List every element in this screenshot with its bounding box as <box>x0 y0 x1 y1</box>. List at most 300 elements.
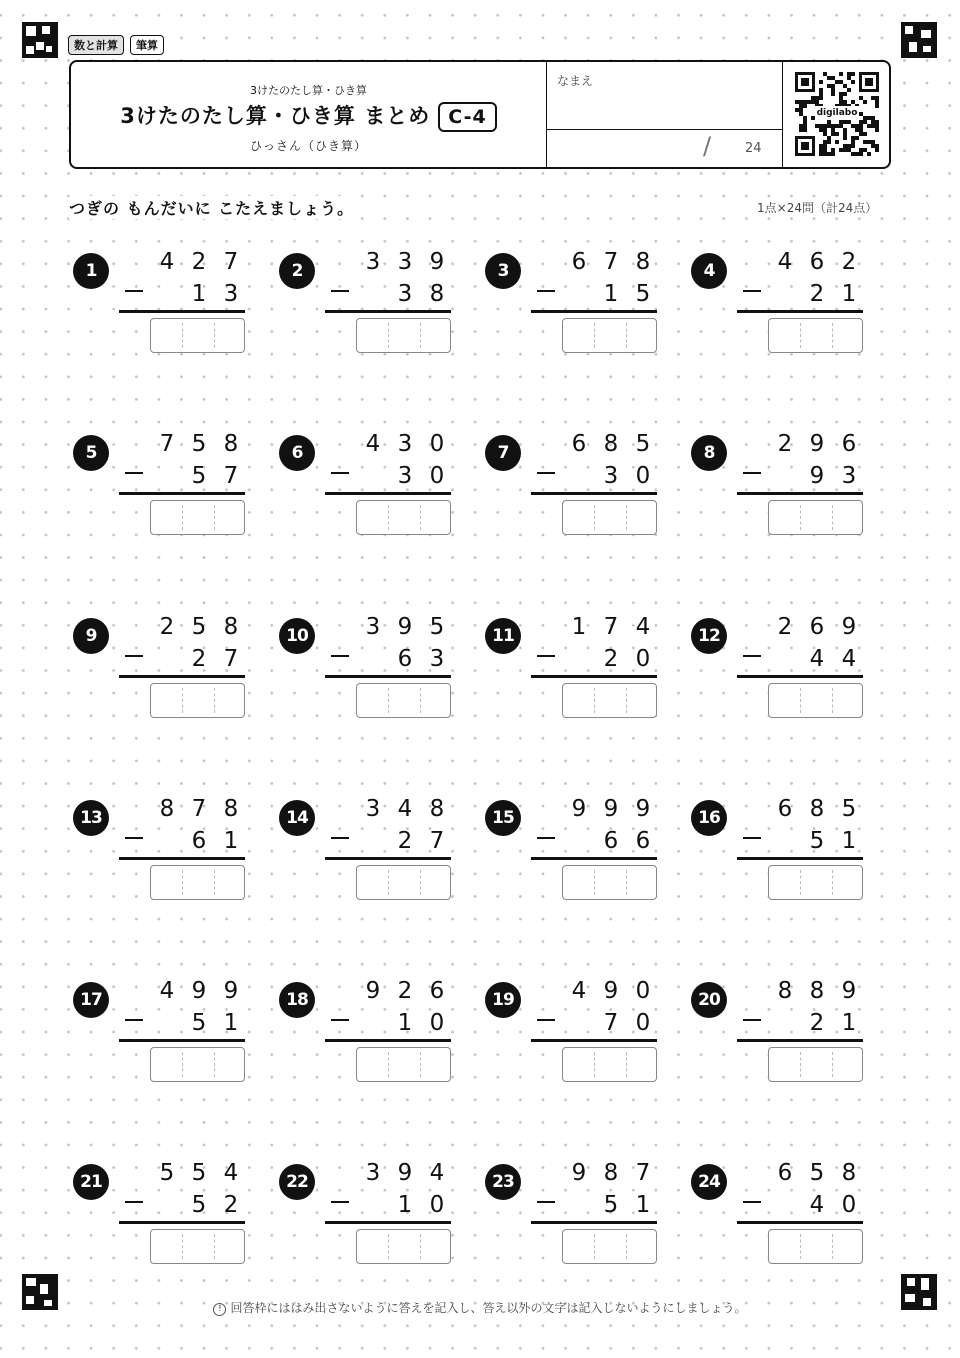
qr-module <box>799 124 803 128</box>
sum-line <box>531 1039 657 1042</box>
qr-module <box>867 140 871 144</box>
qr-module <box>851 80 855 84</box>
qr-module <box>801 78 809 86</box>
qr-module <box>815 124 819 128</box>
digit-divider <box>800 870 801 895</box>
name-field[interactable] <box>546 62 782 130</box>
answer-box[interactable] <box>768 683 863 718</box>
qr-module <box>823 124 827 128</box>
minuend-digit: 4 <box>365 431 381 457</box>
qr-module <box>865 78 873 86</box>
minuend-digit: 7 <box>159 431 175 457</box>
sum-line <box>119 857 245 860</box>
qr-module <box>831 148 835 152</box>
digit-divider <box>388 505 389 530</box>
qr-area <box>782 62 889 167</box>
answer-box[interactable] <box>150 500 245 535</box>
qr-module <box>827 124 831 128</box>
qr-module <box>843 120 847 124</box>
minuend-digit: 5 <box>191 1160 207 1186</box>
qr-module <box>799 100 803 104</box>
minus-sign <box>537 472 555 474</box>
qr-module <box>831 124 835 128</box>
minus-sign <box>125 1201 143 1203</box>
subtrahend-digit: 1 <box>841 1010 857 1036</box>
problem-8 <box>691 431 891 565</box>
minuend-digit: 9 <box>223 978 239 1004</box>
qr-module <box>863 132 867 136</box>
marker-cell <box>46 46 52 52</box>
marker-cell <box>40 1284 48 1294</box>
minus-sign <box>125 472 143 474</box>
minuend-digit: 9 <box>429 249 445 275</box>
subtrahend-digit: 1 <box>841 828 857 854</box>
qr-module <box>851 140 855 144</box>
digit-divider <box>214 323 215 348</box>
minuend-digit: 4 <box>429 1160 445 1186</box>
qr-module <box>823 152 827 156</box>
answer-box[interactable] <box>150 1229 245 1264</box>
qr-module <box>863 100 867 104</box>
problem-10 <box>279 614 479 748</box>
marker-cell <box>36 42 44 50</box>
qr-module <box>843 148 847 152</box>
qr-module <box>851 72 855 76</box>
problem-18 <box>279 978 479 1112</box>
minuend-digit: 9 <box>571 1160 587 1186</box>
qr-module <box>847 144 851 148</box>
problem-number-badge: 1 <box>73 253 109 289</box>
subtrahend-digit: 6 <box>191 828 207 854</box>
minuend-digit: 9 <box>191 978 207 1004</box>
digit-divider <box>420 323 421 348</box>
qr-module <box>863 116 867 120</box>
qr-module <box>851 152 855 156</box>
minuend-digit: 5 <box>191 614 207 640</box>
problem-16 <box>691 796 891 930</box>
qr-module <box>801 142 809 150</box>
qr-module <box>859 96 863 100</box>
minuend-digit: 4 <box>223 1160 239 1186</box>
minuend-digit: 7 <box>603 249 619 275</box>
qr-module <box>839 148 843 152</box>
sum-line <box>531 857 657 860</box>
qr-module <box>819 96 823 100</box>
minuend-digit: 8 <box>429 796 445 822</box>
minuend-digit: 4 <box>159 978 175 1004</box>
minus-sign <box>743 1201 761 1203</box>
name-label: なまえ <box>557 74 594 88</box>
qr-module <box>855 136 859 140</box>
subtrahend-digit: 0 <box>429 1192 445 1218</box>
problem-number-badge: 9 <box>73 618 109 654</box>
corner-marker-top-left <box>22 22 58 58</box>
subtrahend-digit: 3 <box>841 463 857 489</box>
answer-box[interactable] <box>562 500 657 535</box>
qr-module <box>863 148 867 152</box>
qr-module <box>875 96 879 100</box>
minus-sign <box>743 472 761 474</box>
answer-box[interactable] <box>356 1047 451 1082</box>
digit-divider <box>388 870 389 895</box>
minuend-digit: 5 <box>159 1160 175 1186</box>
qr-module <box>851 136 855 140</box>
qr-module <box>859 148 863 152</box>
worksheet-title <box>71 100 546 132</box>
marker-cell <box>905 26 913 34</box>
answer-box[interactable] <box>768 318 863 353</box>
minus-sign <box>331 290 349 292</box>
problem-19 <box>485 978 685 1112</box>
qr-module <box>863 140 867 144</box>
sum-line <box>119 1221 245 1224</box>
minuend-digit: 6 <box>777 796 793 822</box>
qr-module <box>871 116 875 120</box>
problem-13 <box>73 796 273 930</box>
digit-divider <box>626 323 627 348</box>
qr-module <box>847 88 851 92</box>
qr-module <box>811 116 815 120</box>
subtrahend-digit: 0 <box>635 646 651 672</box>
digit-divider <box>800 688 801 713</box>
sum-line <box>531 1221 657 1224</box>
minuend-digit: 9 <box>397 614 413 640</box>
problem-24 <box>691 1160 891 1294</box>
qr-module <box>851 124 855 128</box>
subtrahend-digit: 4 <box>809 646 825 672</box>
qr-module <box>799 112 803 116</box>
qr-label: digilabo <box>816 108 858 118</box>
qr-module <box>803 120 807 124</box>
minuend-digit: 4 <box>397 796 413 822</box>
minuend-digit: 9 <box>841 614 857 640</box>
problem-number-badge: 22 <box>279 1164 315 1200</box>
qr-module <box>875 128 879 132</box>
minus-sign <box>331 837 349 839</box>
minuend-digit: 6 <box>809 249 825 275</box>
subtrahend-digit: 1 <box>223 1010 239 1036</box>
sum-line <box>737 1221 863 1224</box>
subtrahend-digit: 0 <box>635 1010 651 1036</box>
minuend-digit: 5 <box>841 796 857 822</box>
minus-sign <box>331 472 349 474</box>
qr-module <box>875 144 879 148</box>
digit-divider <box>388 688 389 713</box>
qr-module <box>855 128 859 132</box>
subtrahend-digit: 7 <box>223 463 239 489</box>
digit-divider <box>420 505 421 530</box>
sum-line <box>737 857 863 860</box>
score-slash: / <box>703 132 712 160</box>
answer-box[interactable] <box>768 1229 863 1264</box>
qr-module <box>819 152 823 156</box>
sum-line <box>325 857 451 860</box>
minuend-digit: 8 <box>635 249 651 275</box>
answer-box[interactable] <box>356 318 451 353</box>
qr-module <box>831 88 835 92</box>
minus-sign <box>537 837 555 839</box>
answer-box[interactable] <box>768 865 863 900</box>
sum-line <box>531 675 657 678</box>
qr-module <box>799 128 803 132</box>
minus-sign <box>125 655 143 657</box>
problem-number-badge: 17 <box>73 982 109 1018</box>
digit-divider <box>594 323 595 348</box>
problem-number-badge: 24 <box>691 1164 727 1200</box>
marker-cell <box>909 42 917 52</box>
digit-divider <box>594 688 595 713</box>
answer-box[interactable] <box>562 1047 657 1082</box>
subtrahend-digit: 5 <box>809 828 825 854</box>
qr-module <box>795 100 799 104</box>
sum-line <box>737 310 863 313</box>
qr-module <box>795 108 799 112</box>
qr-module <box>863 120 867 124</box>
qr-module <box>819 88 823 92</box>
subtrahend-digit: 3 <box>603 463 619 489</box>
qr-module <box>835 80 839 84</box>
problem-20 <box>691 978 891 1112</box>
digit-divider <box>214 1052 215 1077</box>
subtrahend-digit: 5 <box>635 281 651 307</box>
qr-module <box>803 116 807 120</box>
qr-module <box>827 136 831 140</box>
digit-divider <box>420 1234 421 1259</box>
marker-cell <box>26 26 36 36</box>
qr-module <box>843 144 847 148</box>
minuend-digit: 8 <box>809 796 825 822</box>
worksheet-subtitle-2: ひっさん（ひき算） <box>249 139 367 153</box>
digit-divider <box>182 323 183 348</box>
problem-number-badge: 4 <box>691 253 727 289</box>
answer-box[interactable] <box>562 318 657 353</box>
subtrahend-digit: 7 <box>429 828 445 854</box>
qr-module <box>847 72 851 76</box>
subtrahend-digit: 1 <box>397 1192 413 1218</box>
problem-4 <box>691 249 891 383</box>
qr-module <box>827 76 831 80</box>
qr-module <box>823 72 827 76</box>
qr-module <box>819 124 823 128</box>
minuend-digit: 9 <box>365 978 381 1004</box>
problem-number-badge: 16 <box>691 800 727 836</box>
answer-box[interactable] <box>356 865 451 900</box>
qr-module <box>819 144 823 148</box>
subtrahend-digit: 6 <box>397 646 413 672</box>
minuend-digit: 8 <box>603 1160 619 1186</box>
qr-module <box>807 100 811 104</box>
digit-divider <box>594 1234 595 1259</box>
qr-code-icon <box>795 72 879 156</box>
qr-module <box>847 120 851 124</box>
minus-sign <box>125 1019 143 1021</box>
subtrahend-digit: 1 <box>191 281 207 307</box>
minus-sign <box>537 290 555 292</box>
corner-marker-top-right <box>901 22 937 58</box>
minuend-digit: 4 <box>159 249 175 275</box>
qr-module <box>815 96 819 100</box>
digit-divider <box>182 870 183 895</box>
marker-cell <box>921 1278 929 1290</box>
subtrahend-digit: 9 <box>809 463 825 489</box>
minuend-digit: 2 <box>191 249 207 275</box>
digit-divider <box>800 1052 801 1077</box>
digit-divider <box>800 505 801 530</box>
answer-box[interactable] <box>356 500 451 535</box>
sum-line <box>325 492 451 495</box>
subtrahend-digit: 0 <box>429 463 445 489</box>
minuend-digit: 3 <box>365 1160 381 1186</box>
qr-module <box>823 128 827 132</box>
answer-box[interactable] <box>356 683 451 718</box>
minuend-digit: 6 <box>429 978 445 1004</box>
digit-divider <box>832 1234 833 1259</box>
problem-number-badge: 10 <box>279 618 315 654</box>
minuend-digit: 0 <box>635 978 651 1004</box>
qr-module <box>839 80 843 84</box>
minuend-digit: 5 <box>635 431 651 457</box>
subtrahend-digit: 3 <box>397 281 413 307</box>
answer-box[interactable] <box>150 318 245 353</box>
minuend-digit: 0 <box>429 431 445 457</box>
answer-box[interactable] <box>150 865 245 900</box>
title-area <box>71 62 546 167</box>
score-field[interactable] <box>546 130 782 167</box>
minuend-digit: 5 <box>809 1160 825 1186</box>
answer-box[interactable] <box>356 1229 451 1264</box>
marker-cell <box>42 26 50 34</box>
digit-divider <box>832 688 833 713</box>
minus-sign <box>331 655 349 657</box>
minuend-digit: 6 <box>809 614 825 640</box>
answer-box[interactable] <box>150 1047 245 1082</box>
minuend-digit: 3 <box>365 796 381 822</box>
marker-cell <box>907 1278 915 1286</box>
marker-cell <box>921 30 931 38</box>
subtrahend-digit: 2 <box>223 1192 239 1218</box>
qr-module <box>811 96 815 100</box>
digit-divider <box>214 870 215 895</box>
answer-box[interactable] <box>768 1047 863 1082</box>
subtrahend-digit: 5 <box>191 1192 207 1218</box>
qr-module <box>815 100 819 104</box>
digit-divider <box>594 870 595 895</box>
minuend-digit: 6 <box>571 249 587 275</box>
qr-module <box>859 152 863 156</box>
qr-module <box>827 84 831 88</box>
qr-module <box>823 132 827 136</box>
answer-box[interactable] <box>768 500 863 535</box>
problem-number-badge: 7 <box>485 435 521 471</box>
subtrahend-digit: 7 <box>223 646 239 672</box>
minuend-digit: 7 <box>191 796 207 822</box>
marker-cell <box>26 1278 36 1286</box>
subtrahend-digit: 1 <box>223 828 239 854</box>
minuend-digit: 8 <box>159 796 175 822</box>
problem-21 <box>73 1160 273 1294</box>
digit-divider <box>626 1052 627 1077</box>
subtrahend-digit: 1 <box>397 1010 413 1036</box>
digit-divider <box>420 870 421 895</box>
minuend-digit: 5 <box>429 614 445 640</box>
minus-sign <box>125 290 143 292</box>
qr-module <box>871 144 875 148</box>
minuend-digit: 2 <box>159 614 175 640</box>
sum-line <box>119 310 245 313</box>
subtrahend-digit: 3 <box>397 463 413 489</box>
digit-divider <box>626 870 627 895</box>
subtrahend-digit: 2 <box>809 281 825 307</box>
minuend-digit: 7 <box>603 614 619 640</box>
qr-module <box>843 136 847 140</box>
sum-line <box>737 492 863 495</box>
answer-box[interactable] <box>150 683 245 718</box>
problem-number-badge: 21 <box>73 1164 109 1200</box>
minuend-digit: 8 <box>223 431 239 457</box>
qr-module <box>859 132 863 136</box>
problem-6 <box>279 431 479 565</box>
minuend-digit: 2 <box>841 249 857 275</box>
subtrahend-digit: 2 <box>191 646 207 672</box>
digit-divider <box>182 1234 183 1259</box>
digit-divider <box>388 323 389 348</box>
qr-module <box>875 148 879 152</box>
qr-module <box>871 124 875 128</box>
qr-module <box>855 124 859 128</box>
problem-15 <box>485 796 685 930</box>
answer-box[interactable] <box>562 1229 657 1264</box>
qr-module <box>799 108 803 112</box>
minuend-digit: 6 <box>571 431 587 457</box>
digit-divider <box>626 688 627 713</box>
qr-module <box>843 92 847 96</box>
answer-box[interactable] <box>562 683 657 718</box>
problem-3 <box>485 249 685 383</box>
subtrahend-digit: 8 <box>429 281 445 307</box>
score-total: 24 <box>745 141 762 156</box>
qr-module <box>875 104 879 108</box>
qr-module <box>827 152 831 156</box>
qr-module <box>871 96 875 100</box>
subtrahend-digit: 3 <box>429 646 445 672</box>
minus-sign <box>537 1201 555 1203</box>
qr-module <box>847 76 851 80</box>
minuend-digit: 5 <box>191 431 207 457</box>
digit-divider <box>214 1234 215 1259</box>
qr-module <box>875 120 879 124</box>
subtrahend-digit: 4 <box>809 1192 825 1218</box>
problem-number-badge: 6 <box>279 435 315 471</box>
minus-sign <box>743 837 761 839</box>
subtrahend-digit: 0 <box>429 1010 445 1036</box>
qr-module <box>823 148 827 152</box>
qr-module <box>831 152 835 156</box>
digit-divider <box>182 505 183 530</box>
minuend-digit: 8 <box>841 1160 857 1186</box>
qr-module <box>871 140 875 144</box>
marker-cell <box>923 46 931 52</box>
problem-12 <box>691 614 891 748</box>
marker-cell <box>26 46 34 54</box>
subtrahend-digit: 2 <box>397 828 413 854</box>
digit-divider <box>388 1052 389 1077</box>
qr-module <box>803 124 807 128</box>
answer-box[interactable] <box>562 865 657 900</box>
problem-14 <box>279 796 479 930</box>
qr-module <box>843 100 847 104</box>
sum-line <box>119 492 245 495</box>
problem-number-badge: 19 <box>485 982 521 1018</box>
